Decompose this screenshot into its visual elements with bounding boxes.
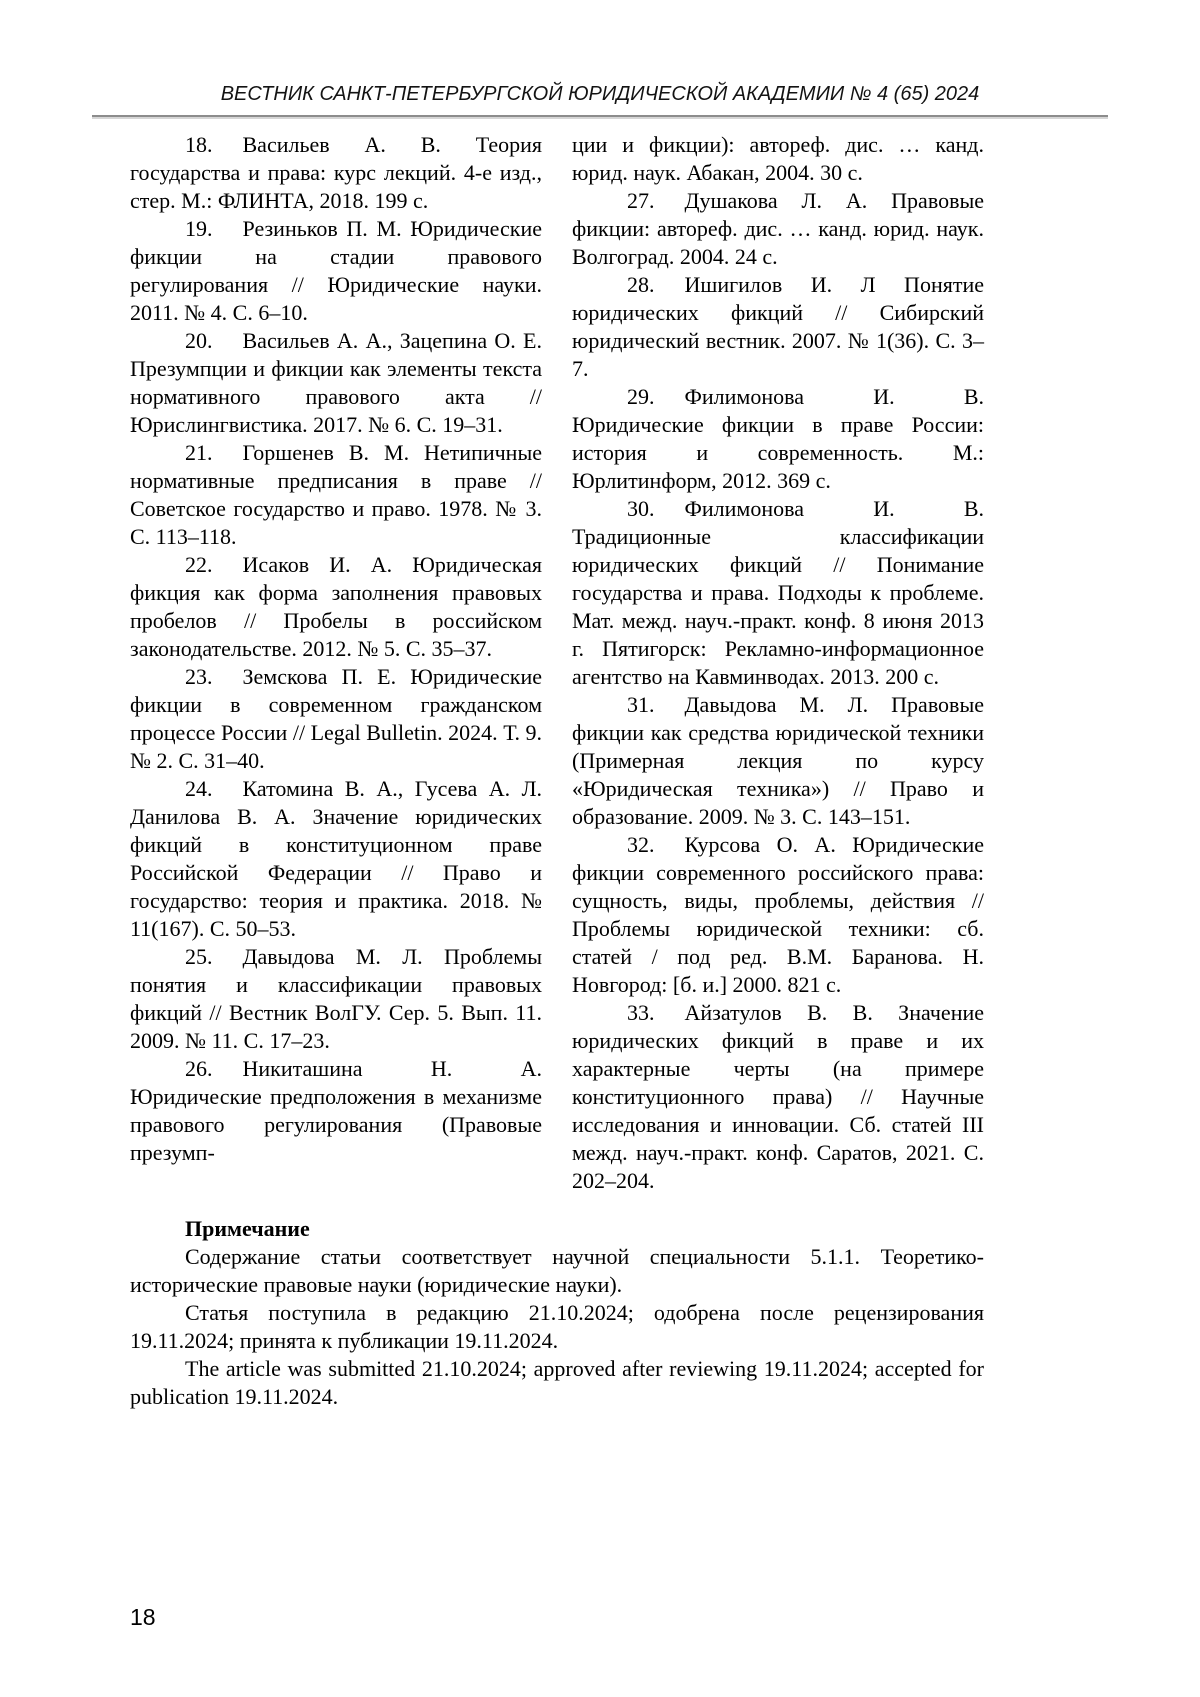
reference-item: [130, 551, 542, 663]
reference-item: [130, 663, 542, 775]
reference-text: Катомина В. А., Гусева А. Л. Данилова В. А. Значение юридических фикций в конституционном праве Российской Федерации // Право и государство: теория и практика. 2018. № 11(167). С. 50–53.: [130, 776, 542, 941]
reference-text: Филимонова И. В. Традиционные классификации юридических фикций // Понимание государства и права. Подходы к проблеме. Мат. межд. науч.-практ. конф. 8 июня 2013 г. Пятигорск: Рекламно-информационное агентство на Кавминводах. 2013. 200 с.: [572, 496, 984, 689]
reference-number: 19.: [185, 216, 213, 241]
notes-section: [130, 1215, 984, 1411]
reference-text: Филимонова И. В. Юридические фикции в праве России: история и современность. М.: Юрлитинформ, 2012. 369 с.: [572, 384, 984, 493]
reference-text: Ишигилов И. Л Понятие юридических фикций // Сибирский юридический вестник. 2007. № 1(36). С. 3–7.: [572, 272, 984, 381]
reference-item: [572, 691, 984, 831]
reference-number: 26.: [185, 1056, 213, 1081]
reference-text: Курсова О. А. Юридические фикции современного российского права: сущность, виды, проблемы, действия // Проблемы юридической техники: сб. статей / под ред. В.М. Баранова. Н. Новгород: [б. и.] 2000. 821 с.: [572, 832, 984, 997]
reference-number: 30.: [627, 496, 655, 521]
header-rule: [92, 115, 1108, 117]
reference-text: Айзатулов В. В. Значение юридических фикций в праве и их характерные черты (на примере конституционного права) // Научные исследования и инновации. Сб. статей III межд. науч.-практ. конф. Саратов, 2021. С. 202–204.: [572, 1000, 984, 1193]
reference-number: 31.: [627, 692, 655, 717]
reference-item: [130, 943, 542, 1055]
reference-number: 21.: [185, 440, 213, 465]
reference-text: Резиньков П. М. Юридические фикции на стадии правового регулирования // Юридические науки. 2011. № 4. С. 6–10.: [130, 216, 542, 325]
reference-text: Исаков И. А. Юридическая фикция как форма заполнения правовых пробелов // Пробелы в российском законодательстве. 2012. № 5. С. 35–37.: [130, 552, 542, 661]
reference-number: 28.: [627, 272, 655, 297]
reference-number: 29.: [627, 384, 655, 409]
reference-text: ции и фикции): автореф. дис. … канд. юрид. наук. Абакан, 2004. 30 с.: [572, 132, 984, 185]
reference-text: Давыдова М. Л. Правовые фикции как средства юридической техники (Примерная лекция по курсу «Юридическая техника») // Право и образование. 2009. № 3. С. 143–151.: [572, 692, 984, 829]
reference-number: 25.: [185, 944, 213, 969]
page-number: 18: [130, 1604, 156, 1630]
reference-number: 33.: [627, 1000, 655, 1025]
reference-number: 20.: [185, 328, 213, 353]
reference-number: 22.: [185, 552, 213, 577]
reference-item: [572, 383, 984, 495]
reference-text: Горшенев В. М. Нетипичные нормативные предписания в праве // Советское государство и право. 1978. № 3. С. 113–118.: [130, 440, 542, 549]
references-column-left: [130, 131, 542, 1195]
note-paragraph: The article was submitted 21.10.2024; approved after reviewing 19.11.2024; accepted for publication 19.11.2024.: [130, 1356, 984, 1409]
notes-paragraphs: [130, 1243, 984, 1411]
references-section: [130, 131, 984, 1195]
reference-item: [130, 327, 542, 439]
reference-item: [130, 215, 542, 327]
note-paragraph: Содержание статьи соответствует научной специальности 5.1.1. Теоретико-исторические правовые науки (юридические науки).: [130, 1244, 984, 1297]
reference-number: 23.: [185, 664, 213, 689]
reference-number: 18.: [185, 132, 213, 157]
reference-item: [572, 187, 984, 271]
reference-text: Давыдова М. Л. Проблемы понятия и классификации правовых фикций // Вестник ВолГУ. Сер. 5. Вып. 11. 2009. № 11. С. 17–23.: [130, 944, 542, 1053]
journal-header-title: ВЕСТНИК САНКТ-ПЕТЕРБУРГСКОЙ ЮРИДИЧЕСКОЙ АКАДЕМИИ № 4 (65) 2024: [220, 83, 980, 105]
notes-heading: Примечание: [185, 1216, 310, 1241]
references-column-right: [572, 131, 984, 1195]
reference-number: 32.: [627, 832, 655, 857]
note-paragraph: Статья поступила в редакцию 21.10.2024; одобрена после рецензирования 19.11.2024; принята к публикации 19.11.2024.: [130, 1300, 984, 1353]
reference-item: [572, 495, 984, 691]
reference-number: 24.: [185, 776, 213, 801]
reference-number: 27.: [627, 188, 655, 213]
reference-text: Душакова Л. А. Правовые фикции: автореф. дис. … канд. юрид. наук. Волгоград. 2004. 24 с.: [572, 188, 984, 269]
reference-text: Васильев А. А., Зацепина О. Е. Презумпции и фикции как элементы текста нормативного правового акта // Юрислингвистика. 2017. № 6. С. 19–31.: [130, 328, 542, 437]
reference-item: [130, 439, 542, 551]
reference-item: [130, 775, 542, 943]
reference-item: [130, 131, 542, 215]
reference-text: Земскова П. Е. Юридические фикции в современном гражданском процессе России // Legal Bulletin. 2024. Т. 9. № 2. С. 31–40.: [130, 664, 542, 773]
reference-item: [572, 831, 984, 999]
reference-item: [572, 999, 984, 1195]
reference-text: Никиташина Н. А. Юридические предположения в механизме правового регулирования (Правовые презумп-: [130, 1056, 542, 1165]
reference-item: [572, 271, 984, 383]
reference-text: Васильев А. В. Теория государства и права: курс лекций. 4-е изд., стер. М.: ФЛИНТА, 2018. 199 с.: [130, 132, 542, 213]
reference-item: [130, 1055, 542, 1167]
reference-item: [572, 131, 984, 187]
page-header: [92, 0, 1108, 117]
